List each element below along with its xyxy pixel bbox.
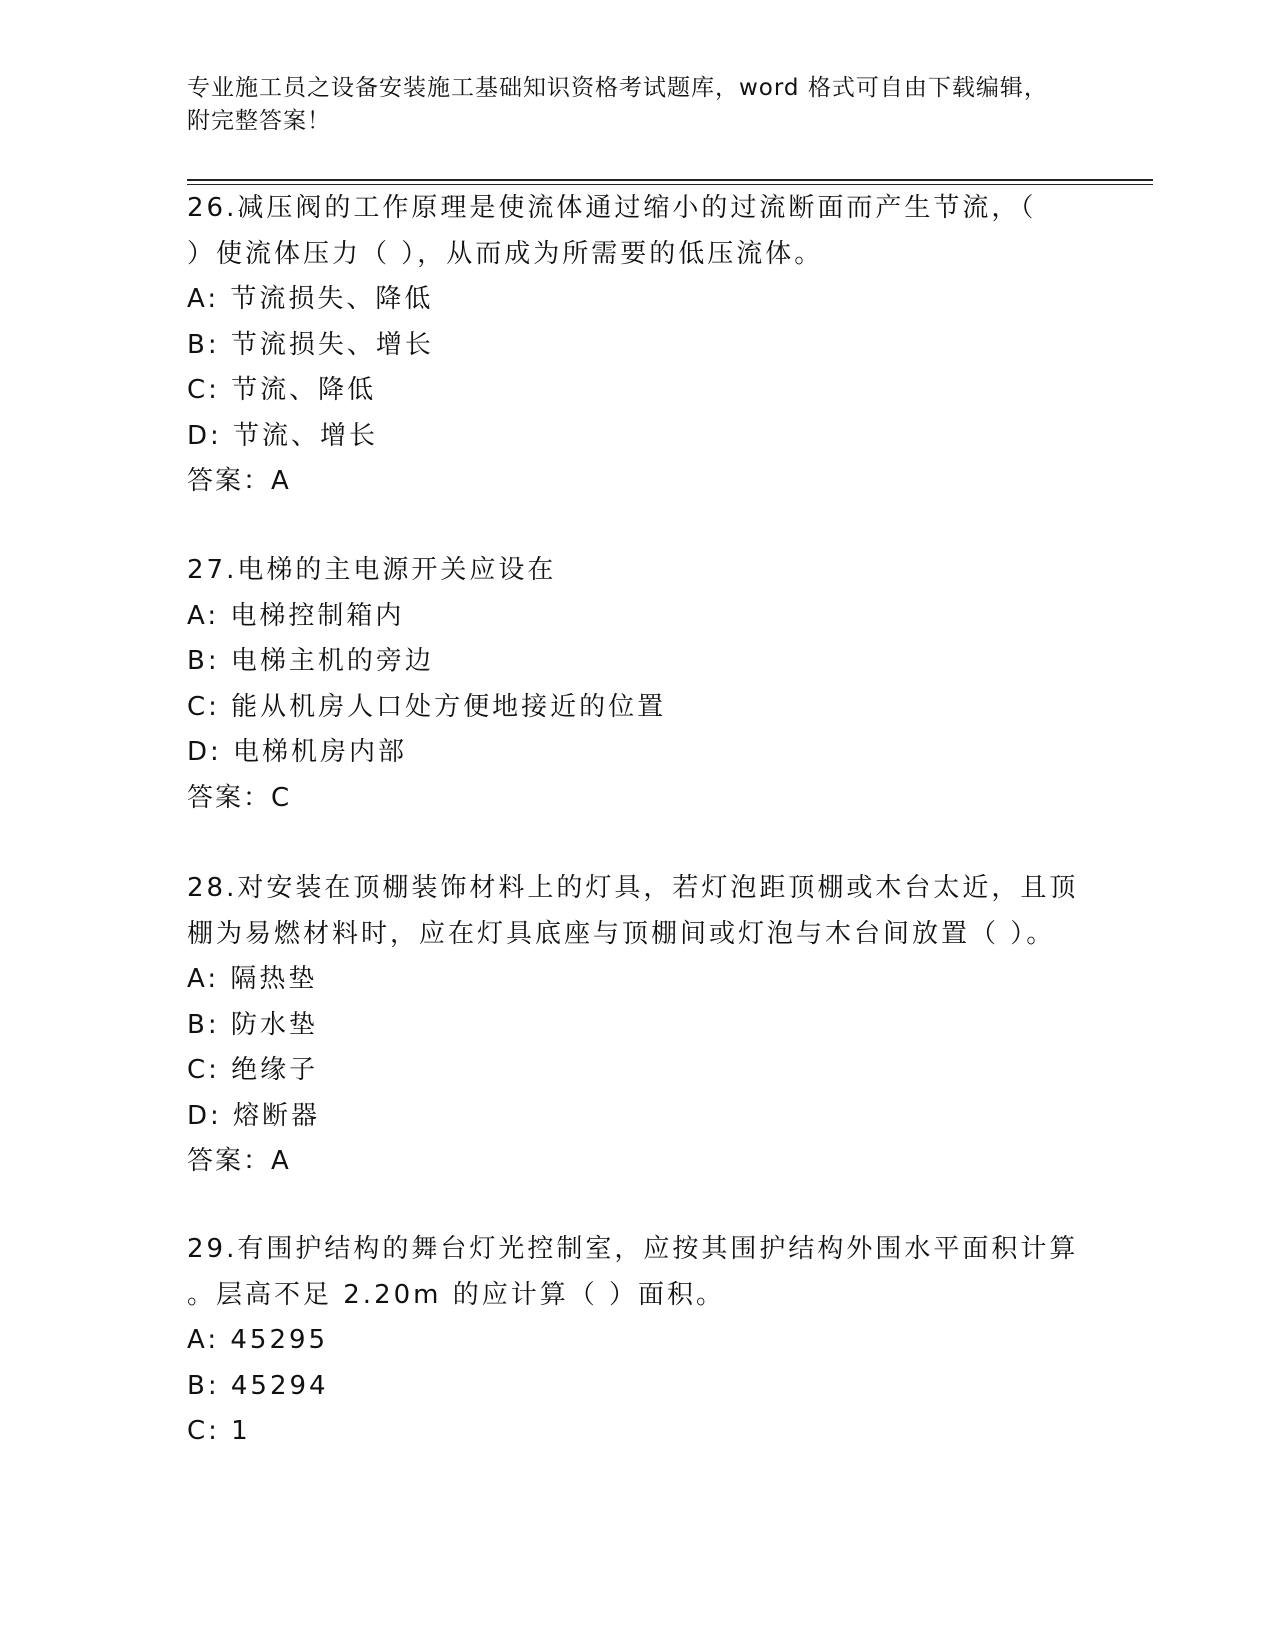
question-stem-line: 26.减压阀的工作原理是使流体通过缩小的过流断面而产生节流，（ <box>187 193 1037 223</box>
header-line-1: 专业施工员之设备安装施工基础知识资格考试题库，word 格式可自由下载编辑， <box>187 75 1048 101</box>
option-d: D: 熔断器 <box>187 1100 321 1131</box>
header-rule-thick <box>187 179 1153 181</box>
answer-line: 答案：C <box>187 782 292 813</box>
header-line-2: 附完整答案！ <box>187 108 331 134</box>
question-stem-line: 28.对安装在顶棚装饰材料上的灯具，若灯泡距顶棚或木台太近，且顶 <box>187 873 1079 903</box>
option-b: B: 防水垫 <box>187 1009 318 1040</box>
option-b: B: 电梯主机的旁边 <box>187 646 434 676</box>
question-stem-line: 。层高不足 2.20m 的应计算（ ）面积。 <box>187 1279 726 1310</box>
option-c: C: 能从机房人口处方便地接近的位置 <box>187 691 667 722</box>
question-stem-line: ）使流体压力（ ），从而成为所需要的低压流体。 <box>187 238 824 269</box>
answer-line: 答案：A <box>187 466 291 496</box>
question-27 <box>187 548 1127 821</box>
option-a: A: 45295 <box>187 1325 329 1355</box>
option-d: D: 节流、增长 <box>187 420 379 451</box>
option-b: B: 节流损失、增长 <box>187 329 434 360</box>
option-a: A: 隔热垫 <box>187 964 318 994</box>
question-29 <box>187 1227 1127 1455</box>
question-stem-line: 29.有围护结构的舞台灯光控制室，应按其围护结构外围水平面积计算 <box>187 1234 1079 1264</box>
option-c: C: 1 <box>187 1416 251 1446</box>
question-stem-line: 27.电梯的主电源开关应设在 <box>187 555 557 585</box>
option-a: A: 电梯控制箱内 <box>187 600 405 631</box>
question-26 <box>187 186 1127 505</box>
question-stem-line: 棚为易燃材料时，应在灯具底座与顶棚间或灯泡与木台间放置（ ）。 <box>187 918 1056 949</box>
option-d: D: 电梯机房内部 <box>187 737 408 767</box>
question-28 <box>187 866 1127 1185</box>
option-c: C: 节流、降低 <box>187 375 377 405</box>
header-rule-thin <box>187 184 1153 185</box>
option-a: A: 节流损失、降低 <box>187 284 434 314</box>
option-b: B: 45294 <box>187 1370 329 1401</box>
option-c: C: 绝缘子 <box>187 1055 319 1085</box>
answer-line: 答案：A <box>187 1146 291 1176</box>
document-header <box>187 72 1087 138</box>
